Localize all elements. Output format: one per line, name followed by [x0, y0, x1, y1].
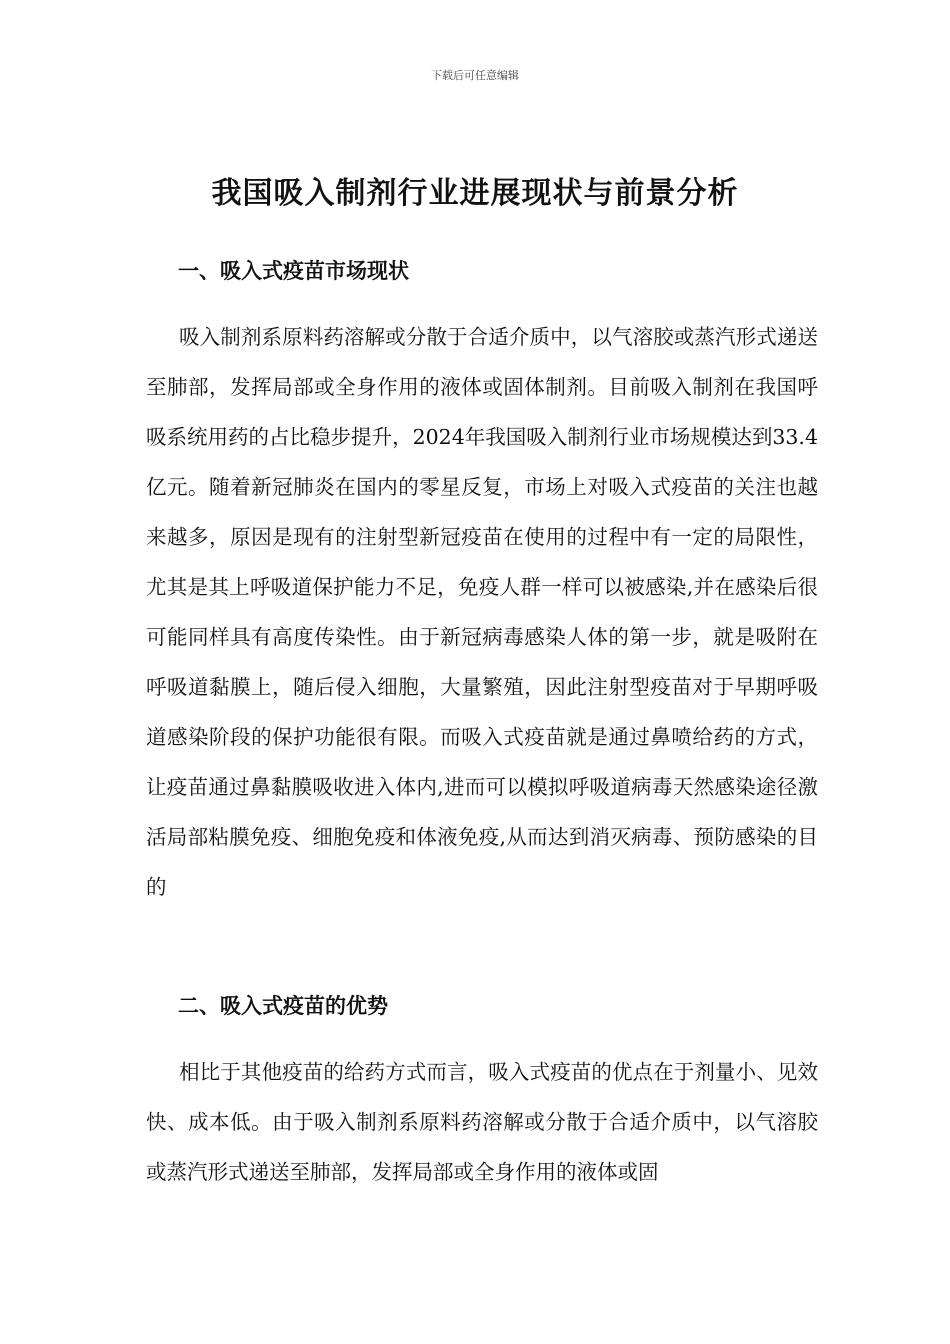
document-title: 我国吸入制剂行业进展现状与前景分析: [211, 176, 739, 211]
section-paragraph-market-status: 吸入制剂系原料药溶解或分散于合适介质中，以气溶胶或蒸汽形式递送至肺部，发挥局部或全身作用的液体或固体制剂。目前吸入制剂在我国呼吸系统用药的占比稳步提升，2024年我国吸入制剂行业市场规模达到33.4亿元。随着新冠肺炎在国内的零星反复，市场上对吸入式疫苗的关注也越来越多，原因是现有的注射型新冠疫苗在使用的过程中有一定的局限性，尤其是其上呼吸道保护能力不足，免疫人群一样可以被感染,并在感染后很可能同样具有高度传染性。由于新冠病毒感染人体的第一步，就是吸附在呼吸道黏膜上，随后侵入细胞，大量繁殖，因此注射型疫苗对于早期呼吸道感染阶段的保护功能很有限。而吸入式疫苗就是通过鼻喷给药的方式，让疫苗通过鼻黏膜吸收进入体内,进而可以模拟呼吸道病毒天然感染途径激活局部粘膜免疫、细胞免疫和体液免疫,从而达到消灭病毒、预防感染的目的: [146, 325, 818, 899]
header-note: 下载后可任意编辑: [431, 69, 519, 82]
section-paragraph-advantages: 相比于其他疫苗的给药方式而言，吸入式疫苗的优点在于剂量小、见效快、成本低。由于吸入制剂系原料药溶解或分散于合适介质中，以气溶胶或蒸汽形式递送至肺部，发挥局部或全身作用的液体或固: [146, 1060, 818, 1184]
section-heading-advantages: 二、吸入式疫苗的优势: [178, 994, 388, 1018]
section-heading-market-status: 一、吸入式疫苗市场现状: [178, 259, 409, 283]
